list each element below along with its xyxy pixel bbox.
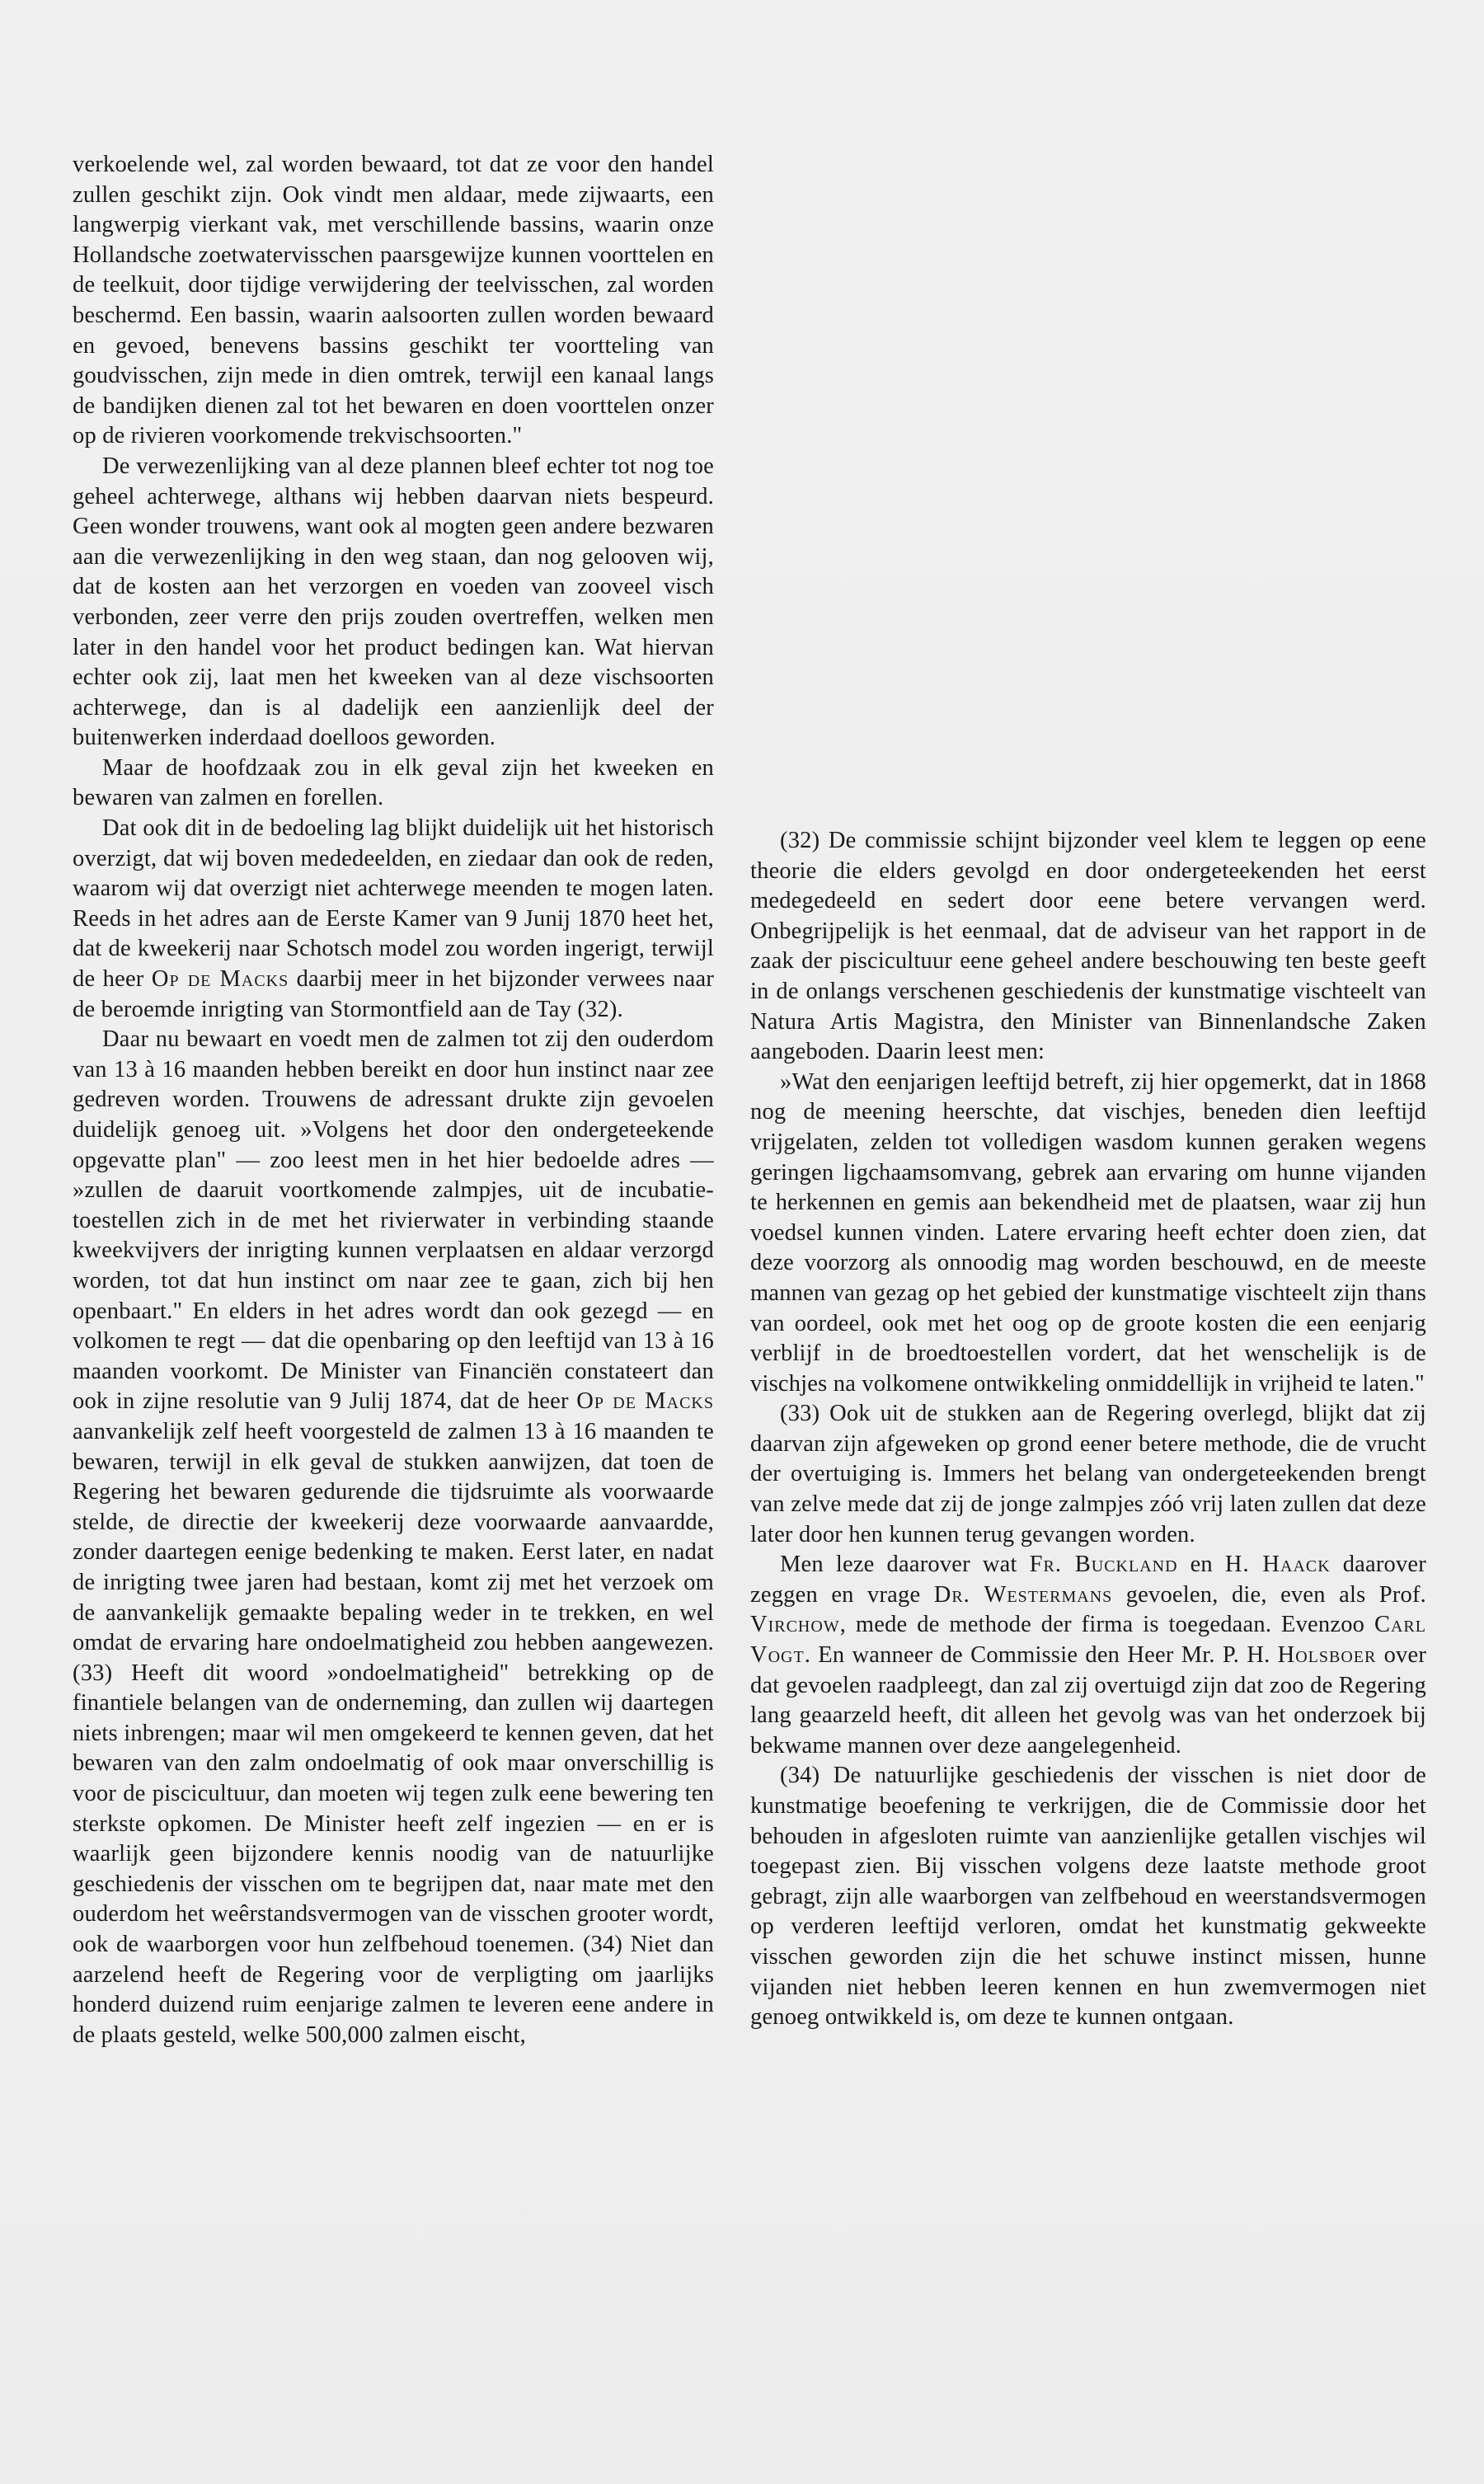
- text-run: daarover zeggen en vrage: [750, 1552, 1426, 1608]
- footnote-33-continued: [750, 1550, 1426, 1761]
- paragraph-4-text-a: Dat ook dit in de bedoeling lag blijkt duidelijk uit het historisch overzigt, dat wij boven mededeelden, en ziedaar dan ook de reden, waarom wij dat overzigt niet achterwege meenden te mogen laten. Reeds in het adres aan de Eerste Kamer van 9 Junij 1870 heet het, dat de kweekerij naar Schotsch model zou worden ingerigt, terwijl de heer: [73, 815, 714, 993]
- left-column: [73, 150, 714, 2050]
- text-run: , mede de methode der firma is toegedaan. Evenzoo: [839, 1612, 1374, 1638]
- person-name: Op de Macks: [151, 966, 289, 993]
- person-name: Fr. Buckland: [1029, 1552, 1178, 1578]
- footnote-34: (34) De natuurlijke geschiedenis der visschen is niet door de kunstmatige beoefening te verkrijgen, die de Commissie door het behouden in afgesloten ruimte van aanzienlijke getallen vischjes wil toegepast zien. Bij visschen volgens deze laatste methode groot gebragt, zijn alle waarborgen van zelfbehoud en weerstandsvermogen op verderen leeftijd verloren, omdat het kunstmatig gekweekte visschen geworden zijn die het schuwe instinct missen, hunne vijanden niet hebben leeren kennen en hun zwemvermogen niet genoeg ontwikkeld is, om deze te kunnen ontgaan.: [750, 1763, 1426, 2031]
- paragraph-5: [73, 1025, 714, 2050]
- paragraph-5-text-a: Daar nu bewaart en voedt men de zalmen tot zij den ouderdom van 13 à 16 maanden hebben bereikt en door hun instinct naar zee gedreven worden. Trouwens de adressant drukte zijn gevoelen duidelijk genoeg uit. »Volgens het door den ondergeteekende opgevatte plan" — zoo leest men in het hier bedoelde adres — »zullen de daaruit voortkomende zalmpjes, uit de incubatie-toestellen zich in de met het rivierwater in verbinding staande kweekvijvers der inrigting kunnen verplaatsen en aldaar verzorgd worden, tot dat hun instinct om naar zee te gaan, zich bij hen openbaart." En elders in het adres wordt dan ook gezegd — en volkomen te regt — dat die openbaring op den leeftijd van 13 à 16 maanden voorkomt. De Minister van Financiën constateert dan ook in zijne resolutie van 9 Julij 1874, dat de heer: [73, 1026, 714, 1415]
- text-run: Men leze daarover wat: [780, 1552, 1030, 1578]
- text-run: gevoelen, die, even als Prof.: [1112, 1581, 1426, 1608]
- footnote-32-quote: »Wat den eenjarigen leeftijd betreft, zij hier opgemerkt, dat in 1868 nog de meening heerschte, dat vischjes, beneden dien leeftijd vrijgelaten, zelden tot volledigen wasdom kunnen geraken wegens geringen ligchaamsomvang, gebrek aan ervaring om hunne vijanden te herkennen en gemis aan bekendheid met de plaatsen, waar zij hun voedsel kunnen vinden. Latere ervaring heeft echter doen zien, dat deze voorzorg als onnoodig mag worden beschouwd, en de meeste mannen van gezag op het gebied der kunstmatige vischteelt zijn thans van oordeel, ook met het oog op de groote kosten die een eenjarig verblijf in de broedtoestellen vordert, dat het wenschelijk is de vischjes na volkomene ontwikkeling onmiddellijk in vrijheid te laten.": [750, 1068, 1426, 1397]
- person-name: Carl Vogt: [750, 1612, 1426, 1669]
- right-column-footnotes: [750, 826, 1426, 2033]
- text-run: . En wanneer de Commissie den Heer Mr. P. H.: [804, 1642, 1278, 1669]
- paragraph-4-text-b: daarbij meer in het bijzonder verwees naar de beroemde inrigting van Stormontfield aan de Tay (32).: [73, 966, 715, 1022]
- footnote-33: (33) Ook uit de stukken aan de Regering overlegd, blijkt dat zij daarvan zijn afgeweken op grond eener betere methode, die de vrucht der overtuiging is. Immers het belang van ondergeteekenden brengt van zelve mede dat zij de jonge zalmpjes zóó vrij laten zullen dat deze later door hen kunnen terug gevangen worden.: [750, 1401, 1426, 1547]
- footnote-32: (32) De commissie schijnt bijzonder veel klem te leggen op eene theorie die elders gevolgd en door ondergeteekenden het eerst medegedeeld en sedert door eene betere vervangen werd. Onbegrijpelijk is het eenmaal, dat de adviseur van het rapport in de zaak der piscicultuur eene geheel andere beschouwing ten beste geeft in de onlangs verschenen geschiedenis der kunstmatige vischteelt van Natura Artis Magistra, den Minister van Binnenlandsche Zaken aangeboden. Daarin leest men:: [750, 828, 1426, 1065]
- paragraph-2: De verwezenlijking van al deze plannen bleef echter tot nog toe geheel achterwege, althans wij hebben daarvan niets bespeurd. Geen wonder trouwens, want ook al mogten geen andere bezwaren aan die verwezenlijking in den weg staan, dan nog gelooven wij, dat de kosten aan het verzorgen en voeden van zooveel visch verbonden, zeer verre den prijs zouden overtreffen, welken men later in den handel voor het product bedingen kan. Wat hiervan echter ook zij, laat men het kweeken van al deze vischsoorten achterwege, dan is al dadelijk een aanzienlijk deel der buitenwerken inderdaad doelloos geworden.: [73, 453, 714, 751]
- paragraph-4: [73, 814, 714, 1025]
- paragraph-1: verkoelende wel, zal worden bewaard, tot dat ze voor den handel zullen geschikt zijn. Ook vindt men aldaar, mede zijwaarts, een langwerpig vierkant vak, met verschillende bassins, waarin onze Hollandsche zoetwatervisschen paarsgewijze kunnen voorttelen en de teelkuit, door tijdige verwijdering der teelvisschen, zal worden beschermd. Een bassin, waarin aalsoorten zullen worden bewaard en gevoed, benevens bassins geschikt ter voortteling van goudvisschen, zijn mede in dien omtrek, terwijl een kanaal langs de bandijken dienen zal tot het bewaren en doen voorttelen onzer op de rivieren voorkomende trekvischsoorten.": [73, 152, 714, 449]
- text-run: en: [1177, 1552, 1225, 1578]
- paragraph-3: Maar de hoofdzaak zou in elk geval zijn het kweeken en bewaren van zalmen en forellen.: [73, 754, 714, 811]
- paragraph-5-text-b: aanvankelijk zelf heeft voorgesteld de zalmen 13 à 16 maanden te bewaren, terwijl in elk geval de stukken aanwijzen, dat toen de Regering het bewaren gedurende die tijdsruimte als voorwaarde stelde, de directie der kweekerij deze voorwaarde aanvaardde, zonder daartegen eenige bedenking te maken. Eerst later, en nadat de inrigting twee jaren had bestaan, komt zij met het verzoek om de aanvankelijk gemaakte bepaling weder in te trekken, en wel omdat de ervaring hare ondoelmatigheid zou hebben aangewezen. (33) Heeft dit woord »ondoelmatigheid" betrekking op de finantiele belangen van de onderneming, dan zullen wij daartegen niets inbrengen; maar wil men omgekeerd te kennen geven, dat het bewaren van den zalm ondoelmatig of ook maar onverschillig is voor de piscicultuur, dan moeten wij tegen zulk eene bewering ten sterkste opkomen. De Minister heeft zelf ingezien — en er is waarlijk geen bijzondere kennis noodig van de natuurlijke geschiedenis der visschen om te begrijpen dat, naar mate met den ouderdom het weêrstandsvermogen van de visschen grooter wordt, ook de waarborgen voor hun zelfbehoud toenemen. (34) Niet dan aarzelend heeft de Regering voor de verpligting om jaarlijks honderd duizend ruim eenjarige zalmen te leveren eene andere in de plaats gesteld, welke 500,000 zalmen eischt,: [73, 1418, 714, 2048]
- person-name: Holsboer: [1277, 1642, 1377, 1669]
- person-name: Virchow: [750, 1612, 840, 1638]
- person-name: Op de Macks: [576, 1388, 715, 1415]
- person-name: H. Haack: [1224, 1552, 1331, 1578]
- person-name: Dr. Westermans: [933, 1581, 1113, 1608]
- text-run: over dat gevoelen raadpleegt, dan zal zij overtuigd zijn dat zoo de Regering lang geaarzeld heeft, dit alleen het gevolg was van het onderzoek bij bekwame mannen over deze aangelegenheid.: [750, 1642, 1427, 1759]
